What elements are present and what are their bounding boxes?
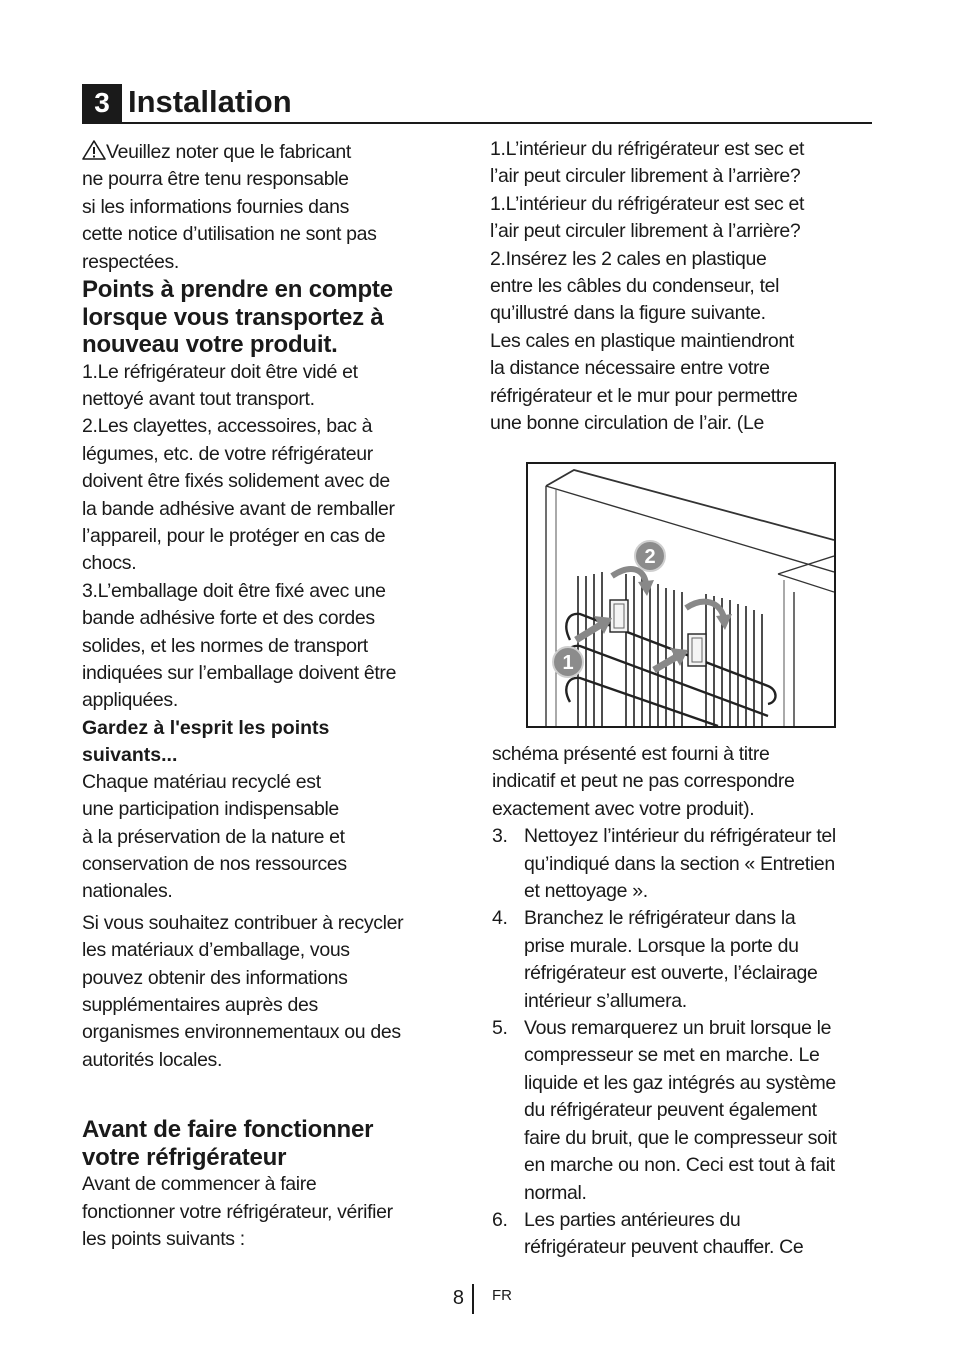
text-line: appliquées. xyxy=(82,689,178,712)
right-column-top xyxy=(490,136,870,437)
text-line: faire du bruit, que le compresseur soit xyxy=(524,1126,837,1149)
text-line: 3.L’emballage doit être fixé avec une xyxy=(82,579,386,602)
text-line: nettoyé avant tout transport. xyxy=(82,387,315,410)
text-line: fonctionner votre réfrigérateur, vérifier xyxy=(82,1200,393,1223)
heading-line: votre réfrigérateur xyxy=(82,1143,287,1171)
chapter-header xyxy=(82,82,872,124)
heading-line: Avant de faire fonctionner xyxy=(82,1116,374,1144)
text-line: prise murale. Lorsque la porte du xyxy=(524,934,799,957)
text-line: une participation indispensable xyxy=(82,798,339,821)
warning-line: si les informations fournies dans xyxy=(82,195,350,218)
footer-divider xyxy=(472,1284,474,1314)
step-text xyxy=(524,1207,877,1262)
step-text xyxy=(524,823,877,905)
left-column xyxy=(82,139,467,1254)
plastic-spacer xyxy=(610,600,628,632)
heading-line: Gardez à l'esprit les points xyxy=(82,716,330,739)
text-line: les points suivants : xyxy=(82,1228,245,1251)
text-line: réfrigérateur et le mur pour permettre xyxy=(490,384,798,407)
transport-heading xyxy=(82,276,467,359)
step-badge-1 xyxy=(553,647,583,677)
push-arrow-icon xyxy=(654,648,688,670)
step-badge-2 xyxy=(635,541,665,571)
step-number: 3. xyxy=(492,825,508,848)
text-line: bande adhésive forte et des cordes xyxy=(82,607,375,630)
plastic-spacer xyxy=(688,634,706,666)
step-number: 6. xyxy=(492,1208,508,1231)
text-line: supplémentaires auprès des xyxy=(82,994,318,1017)
text-line: Les cales en plastique maintiendront xyxy=(490,329,794,352)
text-line: Branchez le réfrigérateur dans la xyxy=(524,907,796,930)
text-line: légumes, etc. de votre réfrigérateur xyxy=(82,442,373,465)
warning-line: Veuillez noter que le fabricant xyxy=(106,141,351,163)
chapter-number: 3 xyxy=(82,84,122,122)
heading-line: nouveau votre produit. xyxy=(82,331,338,359)
list-item xyxy=(492,1015,877,1207)
chapter-title: Installation xyxy=(128,84,292,119)
text-line: compresseur se met en marche. Le xyxy=(524,1044,820,1067)
text-line: Avant de commencer à faire xyxy=(82,1173,317,1196)
text-line: doivent être fixés solidement avec de xyxy=(82,470,390,493)
steps-list xyxy=(492,823,877,1262)
text-line: Vous remarquerez un bruit lorsque le xyxy=(524,1017,832,1040)
before-heading xyxy=(82,1116,467,1171)
warning-line: ne pourra être tenu responsable xyxy=(82,168,349,191)
checklist-paragraph xyxy=(490,136,870,437)
text-line: qu’illustré dans la figure suivante. xyxy=(490,302,766,325)
step-badge-label: 2 xyxy=(644,546,656,568)
language-code: FR xyxy=(492,1287,512,1304)
recycle-paragraph xyxy=(82,769,467,906)
text-line: Les parties antérieures du xyxy=(524,1208,741,1231)
text-line: Nettoyez l’intérieur du réfrigérateur tel xyxy=(524,825,836,848)
text-line: l’air peut circuler librement à l’arrière? xyxy=(490,165,801,188)
contribute-paragraph xyxy=(82,910,467,1074)
before-paragraph xyxy=(82,1171,467,1253)
fridge-back-illustration xyxy=(528,464,834,726)
right-column-bottom xyxy=(492,741,877,1262)
list-item xyxy=(492,823,877,905)
text-line: indiquées sur l’emballage doivent être xyxy=(82,662,397,684)
text-line: exactement avec votre produit). xyxy=(492,797,755,820)
text-line: l’air peut circuler librement à l’arrière? xyxy=(490,220,801,243)
text-line: liquide et les gaz intégrés au système xyxy=(524,1071,836,1094)
warning-triangle-icon xyxy=(82,140,106,160)
text-line: réfrigérateur peuvent chauffer. Ce xyxy=(524,1236,804,1259)
text-line: autorités locales. xyxy=(82,1048,223,1071)
warning-line: respectées. xyxy=(82,250,179,273)
text-line: 2.Insérez les 2 cales en plastique xyxy=(490,247,767,270)
curved-arrow-icon xyxy=(686,602,732,630)
text-line: à la préservation de la nature et xyxy=(82,825,345,848)
text-line: réfrigérateur est ouverte, l’éclairage xyxy=(524,962,818,985)
step-number: 5. xyxy=(492,1017,508,1040)
text-line: schéma présenté est fourni à titre xyxy=(492,743,770,765)
text-line: Chaque matériau recyclé est xyxy=(82,770,321,793)
list-item xyxy=(492,905,877,1015)
heading-line: lorsque vous transportez à xyxy=(82,303,384,331)
text-line: une bonne circulation de l’air. (Le xyxy=(490,412,764,435)
warning-paragraph xyxy=(82,139,467,276)
page-number: 8 xyxy=(452,1287,464,1309)
text-line: indicatif et peut ne pas correspondre xyxy=(492,770,795,793)
text-line: Si vous souhaitez contribuer à recycler xyxy=(82,911,404,934)
text-line: normal. xyxy=(524,1181,587,1204)
heading-line: Points à prendre en compte xyxy=(82,276,393,304)
text-line: chocs. xyxy=(82,552,137,575)
text-line: entre les câbles du condenseur, tel xyxy=(490,275,780,298)
text-line: intérieur s’allumera. xyxy=(524,989,687,1012)
condenser-spacer-figure xyxy=(526,462,836,728)
warning-line: cette notice d’utilisation ne sont pas xyxy=(82,223,377,246)
step-badge-label: 1 xyxy=(562,652,574,674)
text-line: 1.Le réfrigérateur doit être vidé et xyxy=(82,360,358,383)
text-line: l’appareil, pour le protéger en cas de xyxy=(82,524,386,547)
text-line: conservation de nos ressources xyxy=(82,853,347,876)
curved-arrow-icon xyxy=(612,569,654,596)
step-number: 4. xyxy=(492,907,508,930)
text-line: qu’indiqué dans la section « Entretien xyxy=(524,852,835,875)
text-line: nationales. xyxy=(82,880,173,903)
text-line: organismes environnementaux ou des xyxy=(82,1021,401,1044)
text-line: du réfrigérateur peuvent également xyxy=(524,1099,817,1122)
transport-paragraph xyxy=(82,359,467,715)
step-text xyxy=(524,905,877,1015)
text-line: la distance nécessaire entre votre xyxy=(490,357,770,380)
text-line: 2.Les clayettes, accessoires, bac à xyxy=(82,415,373,438)
text-line: solides, et les normes de transport xyxy=(82,634,368,657)
heading-line: suivants... xyxy=(82,743,178,766)
remember-heading xyxy=(82,715,467,769)
figure-note-paragraph xyxy=(492,741,877,823)
list-item xyxy=(492,1207,877,1262)
text-line: les matériaux d’emballage, vous xyxy=(82,939,350,962)
text-line: 1.L’intérieur du réfrigérateur est sec et xyxy=(490,138,805,160)
text-line: 1.L’intérieur du réfrigérateur est sec et xyxy=(490,192,805,215)
text-line: pouvez obtenir des informations xyxy=(82,966,348,989)
text-line: et nettoyage ». xyxy=(524,880,648,903)
step-text xyxy=(524,1015,877,1207)
text-line: en marche ou non. Ceci est tout à fait xyxy=(524,1154,835,1177)
text-line: la bande adhésive avant de remballer xyxy=(82,497,395,520)
